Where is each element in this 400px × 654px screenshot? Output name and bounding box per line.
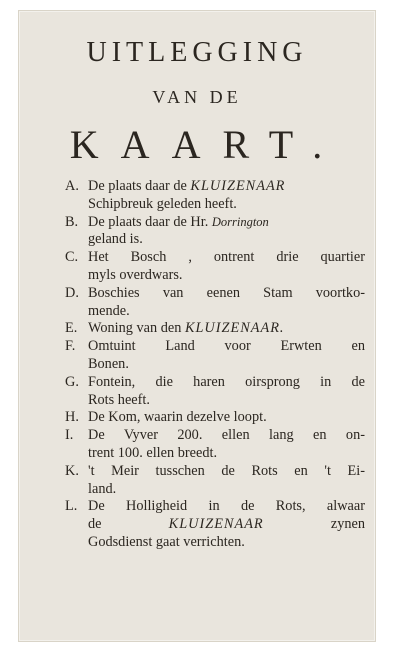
legend-line [88,214,365,232]
legend-line [88,178,365,196]
legend-line: De Kom, waarin dezelve loopt. [88,409,267,426]
legend-key: L. [65,498,78,515]
legend-line [88,320,365,338]
title-line-2: VAN DE [152,87,242,107]
legend-item-l [65,498,365,551]
legend-item-d [65,285,365,321]
legend-line: De Vyver 200. ellen lang en on- [88,427,365,444]
document-page [18,10,376,642]
legend-text: De plaats daar de Hr. [88,213,212,230]
legend-key: G. [65,373,79,390]
legend-line: Bonen. [88,355,129,372]
legend-item-g [65,374,365,410]
legend-line: trent 100. ellen breedt. [88,444,218,461]
map-legend-list [65,178,365,552]
legend-key: D. [65,284,79,301]
legend-key: K. [65,462,79,479]
title-line-1: UITLEGGING [86,37,308,68]
legend-item-b [65,214,365,250]
legend-key: B. [65,213,79,230]
legend-line: Rots heeft. [88,391,150,408]
legend-line: Schipbreuk geleden heeft. [88,195,237,212]
legend-line: Godsdienst gaat verrichten. [88,533,245,550]
legend-item-i [65,427,365,463]
legend-key: H. [65,409,79,426]
legend-item-h [65,409,365,427]
legend-item-f [65,338,365,374]
legend-item-a [65,178,365,214]
legend-item-c [65,249,365,285]
legend-italic: KLUIZENAAR [168,516,264,533]
legend-line: De Holligheid in de Rots, alwaar [88,498,365,515]
legend-line: mende. [88,302,130,319]
legend-line: 't Meir tusschen de Rots en 't Ei- [88,462,365,479]
legend-line: myls overdwars. [88,266,183,283]
legend-line: Omtuint Land voor Erwten en [88,338,365,355]
legend-line [88,516,365,534]
legend-text: Woning van den [88,320,185,337]
legend-key: E. [65,320,78,337]
legend-key: F. [65,338,76,355]
legend-item-e [65,320,365,338]
legend-italic: KLUIZENAAR [190,178,286,194]
legend-text: zynen [263,516,365,533]
legend-key: A. [65,178,79,194]
legend-line: geland is. [88,231,143,248]
legend-line: Fontein, die haren oirsprong in de [88,373,365,390]
legend-text: de [88,516,169,533]
title-line-3: KAART. [69,122,345,167]
legend-line: Het Bosch , ontrent drie quartier [88,249,365,266]
legend-text: De plaats daar de [88,178,191,194]
legend-line: Boschies van eenen Stam voortko- [88,284,365,301]
legend-italic: KLUIZENAAR. [184,320,285,337]
legend-key: C. [65,249,79,266]
legend-line: land. [88,480,117,497]
legend-italic: Dorrington [211,214,269,229]
legend-key: I. [65,427,74,444]
legend-item-k [65,463,365,499]
